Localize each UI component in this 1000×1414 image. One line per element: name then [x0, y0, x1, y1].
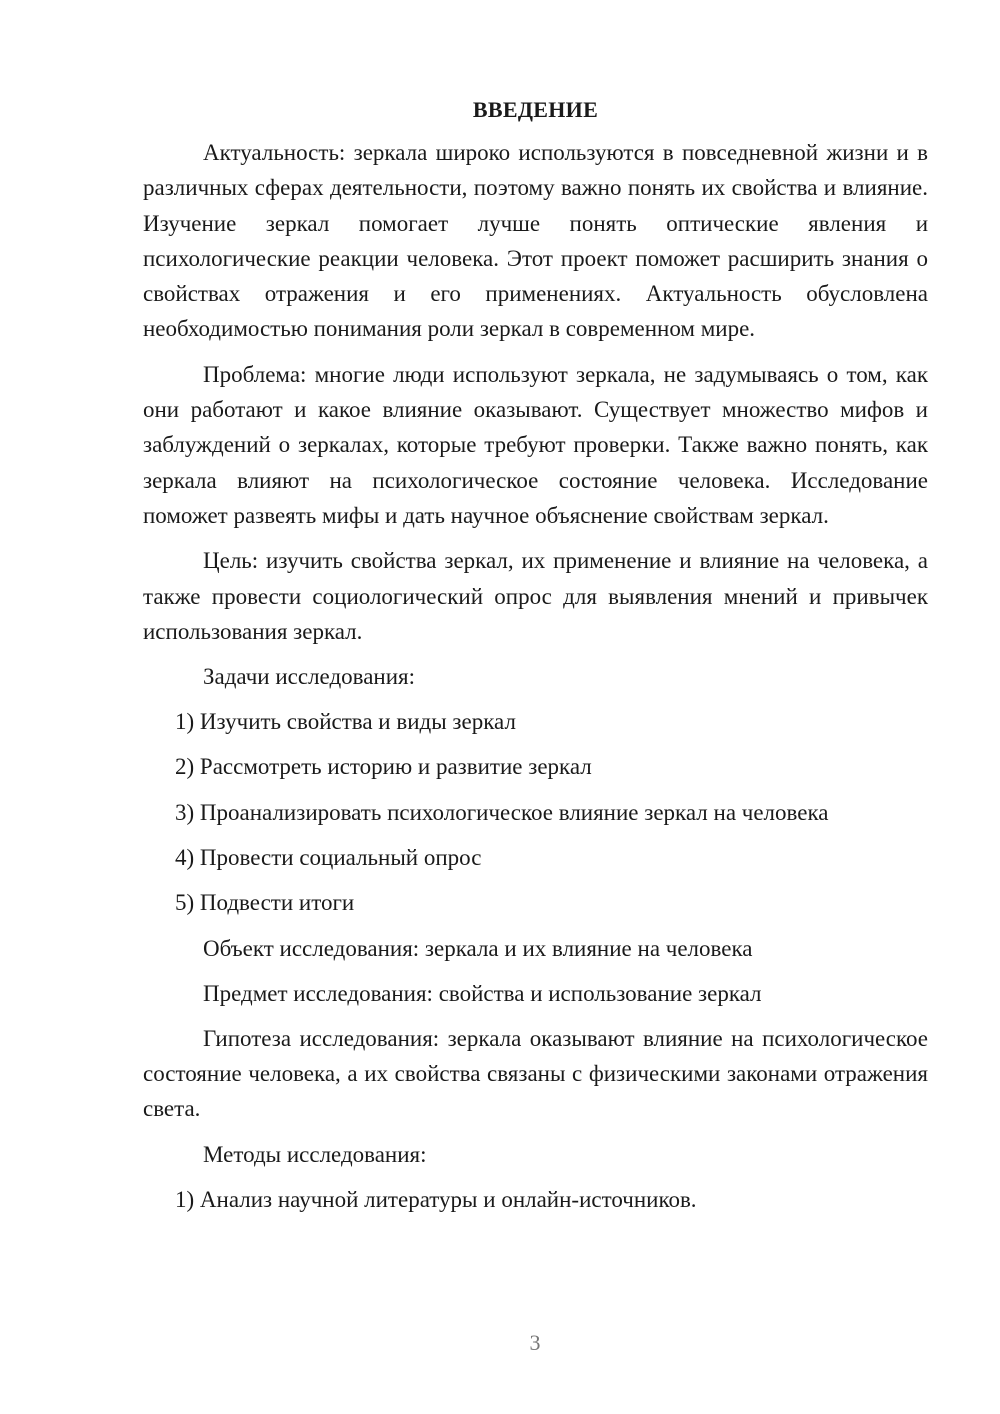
tasks-heading: Задачи исследования:: [203, 664, 416, 690]
goal-paragraph: Цель: изучить свойства зеркал, их применение и влияние на человека, а также провести социологический опрос для выявления мнений и привычек использования зеркал.: [143, 548, 928, 644]
research-object: Объект исследования: зеркала и их влияние на человека: [203, 935, 753, 961]
hypothesis-paragraph: Гипотеза исследования: зеркала оказывают влияние на психологическое состояние человека, а их свойства связаны с физическими законами отражения света.: [143, 1025, 928, 1122]
task-item-4: 4) Провести социальный опрос: [175, 845, 482, 871]
page-title: ВВЕДЕНИЕ: [472, 97, 599, 122]
methods-heading: Методы исследования:: [203, 1141, 427, 1167]
task-item-2: 2) Рассмотреть историю и развитие зеркал: [175, 754, 592, 780]
page-number: 3: [529, 1330, 541, 1355]
task-item-1: 1) Изучить свойства и виды зеркал: [175, 709, 516, 735]
method-item-1: 1) Анализ научной литературы и онлайн-источников.: [175, 1186, 697, 1212]
task-item-3: 3) Проанализировать психологическое влияние зеркал на человека: [175, 799, 829, 825]
research-subject: Предмет исследования: свойства и использование зеркал: [203, 980, 762, 1006]
task-item-5: 5) Подвести итоги: [175, 890, 355, 916]
problem-paragraph: Проблема: многие люди используют зеркала, не задумываясь о том, как они работают и какое влияние оказывают. Существует множество мифов и заблуждений о зеркалах, которые требуют проверки. Также важно понять, как зеркала влияют на психологическое состояние человека. Исследование поможет развеять мифы и дать научное объяснение свойствам зеркал.: [143, 361, 928, 528]
page-content: [143, 94, 928, 1227]
relevance-paragraph: Актуальность: зеркала широко используются в повседневной жизни и в различных сферах деятельности, поэтому важно понять их свойства и влияние. Изучение зеркал помогает лучше понять оптические явления и психологические реакции человека. Этот проект поможет расширить знания о свойствах отражения и его применениях. Актуальность обусловлена необходимостью понимания роли зеркал в современном мире.: [143, 140, 928, 342]
